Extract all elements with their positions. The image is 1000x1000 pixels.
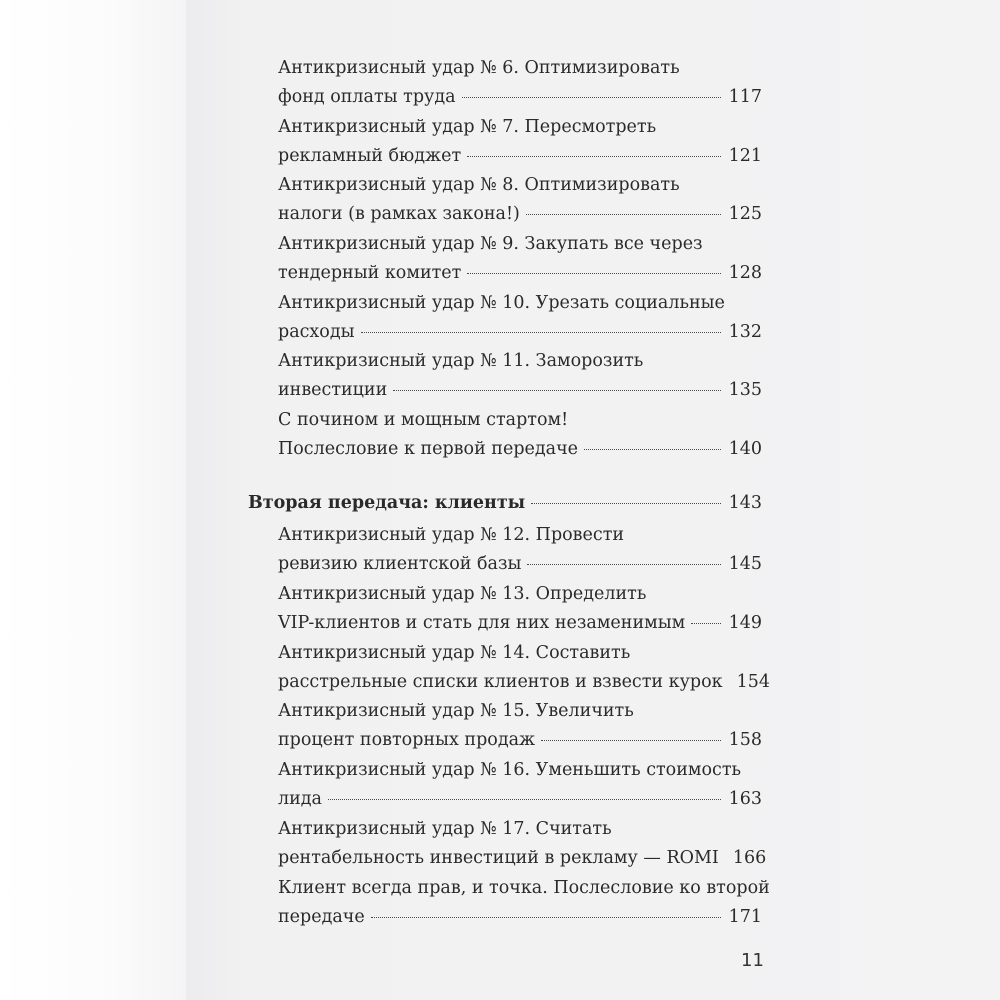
dot-leader [526, 214, 721, 215]
toc-entry-continuation [278, 727, 762, 753]
page-number: 145 [728, 554, 762, 574]
dot-leader [393, 390, 720, 391]
toc-entry-title: Антикризисный удар № 15. Увеличить [278, 701, 634, 721]
page-number: 158 [728, 730, 762, 750]
toc-entry-continuation [278, 845, 767, 871]
section-title: Вторая передача: клиенты [248, 493, 526, 513]
toc-entry-title: Антикризисный удар № 16. Уменьшить стоимость [278, 760, 742, 780]
toc-entry-continuation [278, 260, 762, 286]
toc-entry-title-cont: расходы [278, 322, 355, 342]
dot-leader [584, 449, 721, 450]
toc-entry-title-cont: расстрельные списки клиентов и взвести курок [278, 672, 723, 692]
toc-entry-title: Антикризисный удар № 12. Провести [278, 525, 625, 545]
toc-entry-title-cont: фонд оплаты труда [278, 87, 456, 107]
toc-entry-continuation [278, 669, 770, 695]
page-number: 143 [728, 493, 762, 513]
toc-entry-title-cont: тендерный комитет [278, 263, 462, 283]
page-number: 121 [728, 146, 762, 166]
dot-leader [361, 332, 721, 333]
toc-entry-title: Антикризисный удар № 8. Оптимизировать [278, 175, 680, 195]
toc-entry-title: Антикризисный удар № 10. Урезать социальные [278, 293, 725, 313]
page-number: 154 [736, 672, 770, 692]
toc-entry-title: Антикризисный удар № 11. Заморозить [278, 351, 644, 371]
page-number: 149 [728, 613, 762, 633]
toc-entry-title-cont: процент повторных продаж [278, 730, 536, 750]
toc-entry-title-cont: лида [278, 789, 322, 809]
toc-entry-title-cont: рекламный бюджет [278, 146, 462, 166]
dot-leader [531, 503, 720, 504]
toc-entry-title-cont: VIP-клиентов и стать для них незаменимым [278, 613, 686, 633]
page-number: 132 [728, 322, 762, 342]
toc-entry-title: Антикризисный удар № 9. Закупать все через [278, 234, 703, 254]
toc-entry-title: Антикризисный удар № 14. Составить [278, 643, 631, 663]
page-number: 166 [732, 848, 767, 868]
section-heading [248, 490, 762, 516]
toc-entry-continuation [278, 786, 762, 812]
toc-entry-continuation [278, 377, 762, 403]
toc-entry-continuation [278, 610, 762, 636]
toc-entry-title: Клиент всегда прав, и точка. Послесловие ко второй [278, 878, 770, 898]
toc-entry-continuation [278, 84, 762, 110]
toc-entry-continuation [278, 436, 762, 462]
dot-leader [467, 156, 720, 157]
dot-leader [541, 740, 720, 741]
page-folio-number: 11 [741, 950, 764, 971]
dot-leader [462, 97, 721, 98]
page-number: 128 [728, 263, 762, 283]
toc-entry-title-cont: передаче [278, 907, 365, 927]
toc-entry-title-cont: рентабельность инвестиций в рекламу — ROMI [278, 848, 719, 868]
dot-leader [371, 917, 721, 918]
toc-entry-continuation [278, 319, 762, 345]
toc-entry-continuation [278, 551, 762, 577]
dot-leader [467, 273, 720, 274]
toc-entry-title-cont: ревизию клиентской базы [278, 554, 522, 574]
toc-entry-title: Антикризисный удар № 7. Пересмотреть [278, 117, 657, 137]
toc-entry-continuation [278, 143, 762, 169]
toc-entry-title-cont: инвестиции [278, 380, 388, 400]
toc-entry-continuation [278, 201, 762, 227]
page-number: 117 [728, 87, 762, 107]
page-number: 140 [728, 439, 762, 459]
toc-entry-title: Антикризисный удар № 6. Оптимизировать [278, 58, 680, 78]
dot-leader [527, 564, 720, 565]
page-number: 135 [728, 380, 762, 400]
toc-entry-continuation [278, 904, 762, 930]
toc-entry-title-cont: налоги (в рамках закона!) [278, 204, 520, 224]
toc-entry-title-cont: Послесловие к первой передаче [278, 439, 579, 459]
page-number: 125 [728, 204, 762, 224]
toc-entry-title: Антикризисный удар № 13. Определить [278, 584, 647, 604]
dot-leader [691, 623, 720, 624]
toc-entry-title: Антикризисный удар № 17. Считать [278, 819, 612, 839]
page-number: 171 [728, 907, 762, 927]
dot-leader [328, 799, 721, 800]
toc-entry-title: С почином и мощным стартом! [278, 410, 569, 430]
page-number: 163 [728, 789, 762, 809]
